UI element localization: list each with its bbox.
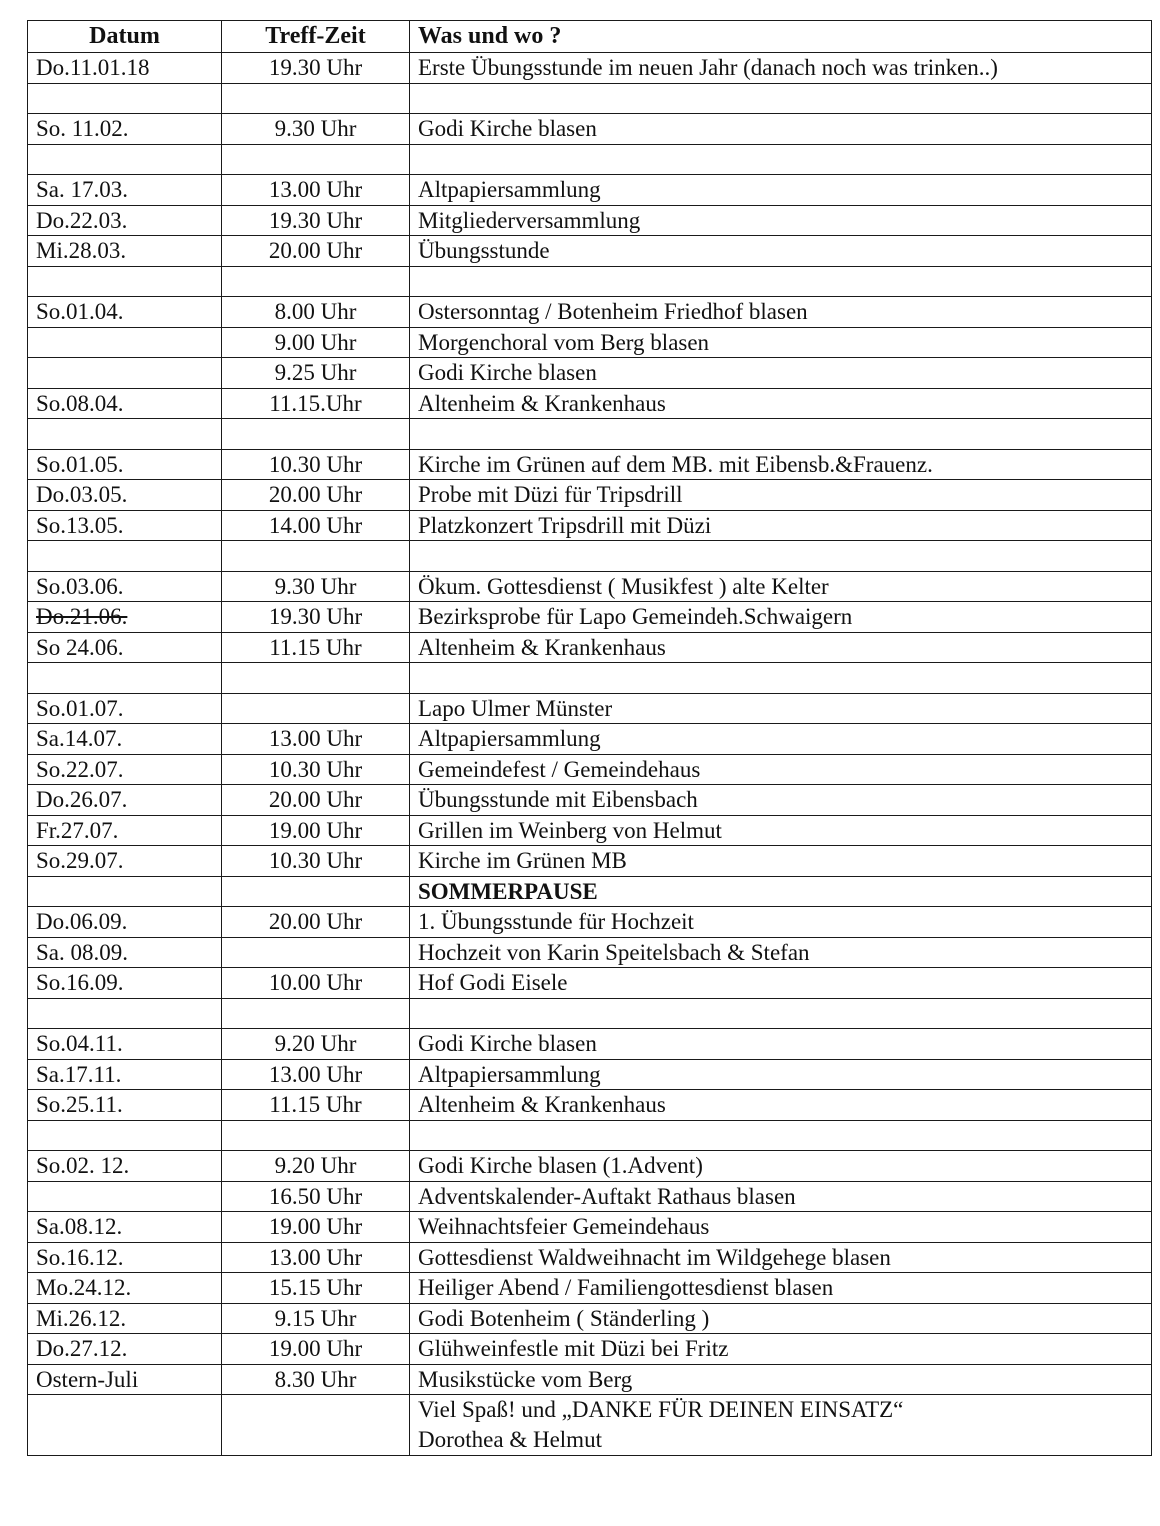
date-cell: Do.11.01.18 (28, 53, 222, 84)
time-cell: 11.15 Uhr (222, 632, 410, 663)
date-cell: Sa. 08.09. (28, 937, 222, 968)
table-row (28, 1029, 1152, 1060)
date-cell (28, 144, 222, 175)
event-cell (410, 144, 1152, 175)
event-cell: Altenheim & Krankenhaus (410, 1090, 1152, 1121)
time-cell: 9.25 Uhr (222, 358, 410, 389)
table-row (28, 1059, 1152, 1090)
date-cell: Sa.17.11. (28, 1059, 222, 1090)
time-cell: 20.00 Uhr (222, 907, 410, 938)
time-cell: 8.00 Uhr (222, 297, 410, 328)
table-row (28, 205, 1152, 236)
schedule-table (27, 20, 1152, 1456)
event-cell: Altpapiersammlung (410, 175, 1152, 206)
time-cell (222, 998, 410, 1029)
date-cell (28, 419, 222, 450)
table-row (28, 571, 1152, 602)
event-cell: Adventskalender-Auftakt Rathaus blasen (410, 1181, 1152, 1212)
event-cell: Godi Kirche blasen (410, 358, 1152, 389)
event-cell (410, 998, 1152, 1029)
time-cell: 19.00 Uhr (222, 1212, 410, 1243)
date-cell: So.03.06. (28, 571, 222, 602)
date-cell: Mo.24.12. (28, 1273, 222, 1304)
date-cell (28, 663, 222, 694)
time-cell: 16.50 Uhr (222, 1181, 410, 1212)
time-cell: 14.00 Uhr (222, 510, 410, 541)
event-cell: Hochzeit von Karin Speitelsbach & Stefan (410, 937, 1152, 968)
time-cell: 19.00 Uhr (222, 1334, 410, 1365)
event-cell: Altenheim & Krankenhaus (410, 632, 1152, 663)
event-cell: Altpapiersammlung (410, 724, 1152, 755)
time-cell (222, 937, 410, 968)
event-cell: Gemeindefest / Gemeindehaus (410, 754, 1152, 785)
table-row (28, 602, 1152, 633)
time-cell: 11.15.Uhr (222, 388, 410, 419)
event-cell: Mitgliederversammlung (410, 205, 1152, 236)
time-cell: 9.30 Uhr (222, 114, 410, 145)
time-cell: 9.20 Uhr (222, 1029, 410, 1060)
table-row (28, 1212, 1152, 1243)
time-cell: 9.15 Uhr (222, 1303, 410, 1334)
table-row (28, 846, 1152, 877)
date-cell (28, 1181, 222, 1212)
table-row (28, 876, 1152, 907)
table-row (28, 724, 1152, 755)
table-row (28, 419, 1152, 450)
date-cell: Do.06.09. (28, 907, 222, 938)
time-cell: 13.00 Uhr (222, 1059, 410, 1090)
date-cell: Mi.26.12. (28, 1303, 222, 1334)
date-cell: So.08.04. (28, 388, 222, 419)
closing-date-cell (28, 1395, 222, 1456)
event-cell: SOMMERPAUSE (410, 876, 1152, 907)
table-header-row (28, 21, 1152, 53)
table-row (28, 968, 1152, 999)
table-row (28, 1090, 1152, 1121)
event-cell: Kirche im Grünen MB (410, 846, 1152, 877)
table-row (28, 754, 1152, 785)
event-cell: Heiliger Abend / Familiengottesdienst blasen (410, 1273, 1152, 1304)
table-row (28, 632, 1152, 663)
event-cell: Ökum. Gottesdienst ( Musikfest ) alte Kelter (410, 571, 1152, 602)
table-row (28, 998, 1152, 1029)
time-cell (222, 144, 410, 175)
table-row (28, 53, 1152, 84)
date-cell: Do.22.03. (28, 205, 222, 236)
time-cell: 20.00 Uhr (222, 785, 410, 816)
date-cell: So.13.05. (28, 510, 222, 541)
time-cell: 9.30 Uhr (222, 571, 410, 602)
event-cell: Übungsstunde (410, 236, 1152, 267)
date-cell: Do.21.06. (28, 602, 222, 633)
table-row (28, 1334, 1152, 1365)
date-cell: Do.03.05. (28, 480, 222, 511)
event-cell: Godi Kirche blasen (410, 1029, 1152, 1060)
table-row (28, 1151, 1152, 1182)
table-row (28, 144, 1152, 175)
date-cell (28, 358, 222, 389)
event-cell: Übungsstunde mit Eibensbach (410, 785, 1152, 816)
table-row (28, 236, 1152, 267)
time-cell: 19.00 Uhr (222, 815, 410, 846)
date-cell: Fr.27.07. (28, 815, 222, 846)
date-cell: Do.26.07. (28, 785, 222, 816)
column-header-time: Treff-Zeit (222, 21, 410, 53)
event-cell: Altenheim & Krankenhaus (410, 388, 1152, 419)
date-cell (28, 83, 222, 114)
date-cell: So.22.07. (28, 754, 222, 785)
event-cell: Weihnachtsfeier Gemeindehaus (410, 1212, 1152, 1243)
date-cell (28, 876, 222, 907)
date-cell: Ostern-Juli (28, 1364, 222, 1395)
table-row (28, 175, 1152, 206)
event-cell (410, 266, 1152, 297)
time-cell (222, 419, 410, 450)
time-cell: 10.30 Uhr (222, 846, 410, 877)
time-cell: 20.00 Uhr (222, 236, 410, 267)
time-cell: 19.30 Uhr (222, 205, 410, 236)
table-row (28, 266, 1152, 297)
event-cell: Altpapiersammlung (410, 1059, 1152, 1090)
table-row (28, 480, 1152, 511)
date-cell: Mi.28.03. (28, 236, 222, 267)
table-row (28, 327, 1152, 358)
time-cell (222, 541, 410, 572)
event-cell: Godi Kirche blasen (410, 114, 1152, 145)
table-row (28, 1181, 1152, 1212)
date-cell: So.16.12. (28, 1242, 222, 1273)
time-cell: 19.30 Uhr (222, 602, 410, 633)
date-cell: So.04.11. (28, 1029, 222, 1060)
time-cell: 13.00 Uhr (222, 724, 410, 755)
event-cell: Bezirksprobe für Lapo Gemeindeh.Schwaigern (410, 602, 1152, 633)
time-cell: 19.30 Uhr (222, 53, 410, 84)
event-cell (410, 419, 1152, 450)
date-cell: Sa.08.12. (28, 1212, 222, 1243)
table-row (28, 510, 1152, 541)
table-row (28, 388, 1152, 419)
table-row (28, 358, 1152, 389)
table-row (28, 693, 1152, 724)
event-cell: Lapo Ulmer Münster (410, 693, 1152, 724)
schedule-rows (28, 53, 1152, 1395)
date-cell: So.01.07. (28, 693, 222, 724)
date-cell: So. 11.02. (28, 114, 222, 145)
time-cell (222, 1120, 410, 1151)
date-cell: So.02. 12. (28, 1151, 222, 1182)
time-cell: 9.20 Uhr (222, 1151, 410, 1182)
table-row (28, 297, 1152, 328)
date-cell: So.01.04. (28, 297, 222, 328)
date-cell: So.25.11. (28, 1090, 222, 1121)
closing-thanks: Viel Spaß! und „DANKE FÜR DEINEN EINSATZ“ (418, 1397, 904, 1422)
table-row (28, 815, 1152, 846)
time-cell: 11.15 Uhr (222, 1090, 410, 1121)
date-cell: Sa. 17.03. (28, 175, 222, 206)
time-cell: 9.00 Uhr (222, 327, 410, 358)
table-row (28, 83, 1152, 114)
time-cell: 8.30 Uhr (222, 1364, 410, 1395)
event-cell (410, 1120, 1152, 1151)
time-cell (222, 266, 410, 297)
table-row (28, 1120, 1152, 1151)
event-cell (410, 541, 1152, 572)
time-cell: 20.00 Uhr (222, 480, 410, 511)
event-cell: Grillen im Weinberg von Helmut (410, 815, 1152, 846)
event-cell: Musikstücke vom Berg (410, 1364, 1152, 1395)
event-cell: Hof Godi Eisele (410, 968, 1152, 999)
event-cell: Platzkonzert Tripsdrill mit Düzi (410, 510, 1152, 541)
event-cell: Godi Kirche blasen (1.Advent) (410, 1151, 1152, 1182)
time-cell (222, 693, 410, 724)
table-row (28, 541, 1152, 572)
event-cell: 1. Übungsstunde für Hochzeit (410, 907, 1152, 938)
table-row (28, 785, 1152, 816)
time-cell: 13.00 Uhr (222, 1242, 410, 1273)
closing-row (28, 1395, 1152, 1456)
time-cell: 10.30 Uhr (222, 754, 410, 785)
table-row (28, 937, 1152, 968)
event-cell: Gottesdienst Waldweihnacht im Wildgehege blasen (410, 1242, 1152, 1273)
event-cell: Probe mit Düzi für Tripsdrill (410, 480, 1152, 511)
time-cell (222, 663, 410, 694)
column-header-what: Was und wo ? (410, 21, 1152, 53)
date-cell (28, 998, 222, 1029)
table-row (28, 663, 1152, 694)
time-cell (222, 876, 410, 907)
time-cell: 15.15 Uhr (222, 1273, 410, 1304)
closing-signature: Dorothea & Helmut (418, 1427, 602, 1452)
table-row (28, 1242, 1152, 1273)
date-cell: So.01.05. (28, 449, 222, 480)
date-cell (28, 266, 222, 297)
event-cell (410, 83, 1152, 114)
closing-time-cell (222, 1395, 410, 1456)
time-cell: 10.00 Uhr (222, 968, 410, 999)
date-cell: So.29.07. (28, 846, 222, 877)
event-cell: Kirche im Grünen auf dem MB. mit Eibensb.&Frauenz. (410, 449, 1152, 480)
event-cell (410, 663, 1152, 694)
date-cell: Do.27.12. (28, 1334, 222, 1365)
event-cell: Morgenchoral vom Berg blasen (410, 327, 1152, 358)
event-cell: Ostersonntag / Botenheim Friedhof blasen (410, 297, 1152, 328)
event-cell: Glühweinfestle mit Düzi bei Fritz (410, 1334, 1152, 1365)
table-row (28, 114, 1152, 145)
date-cell: So.16.09. (28, 968, 222, 999)
event-cell: Godi Botenheim ( Ständerling ) (410, 1303, 1152, 1334)
event-cell: Erste Übungsstunde im neuen Jahr (danach noch was trinken..) (410, 53, 1152, 84)
column-header-date: Datum (28, 21, 222, 53)
table-row (28, 907, 1152, 938)
table-row (28, 1364, 1152, 1395)
time-cell: 13.00 Uhr (222, 175, 410, 206)
date-cell: So 24.06. (28, 632, 222, 663)
closing-message (410, 1395, 1152, 1456)
table-row (28, 449, 1152, 480)
date-cell: Sa.14.07. (28, 724, 222, 755)
table-row (28, 1303, 1152, 1334)
date-cell (28, 541, 222, 572)
table-row (28, 1273, 1152, 1304)
time-cell (222, 83, 410, 114)
date-cell (28, 327, 222, 358)
time-cell: 10.30 Uhr (222, 449, 410, 480)
schedule-document (27, 20, 1151, 1456)
date-cell (28, 1120, 222, 1151)
